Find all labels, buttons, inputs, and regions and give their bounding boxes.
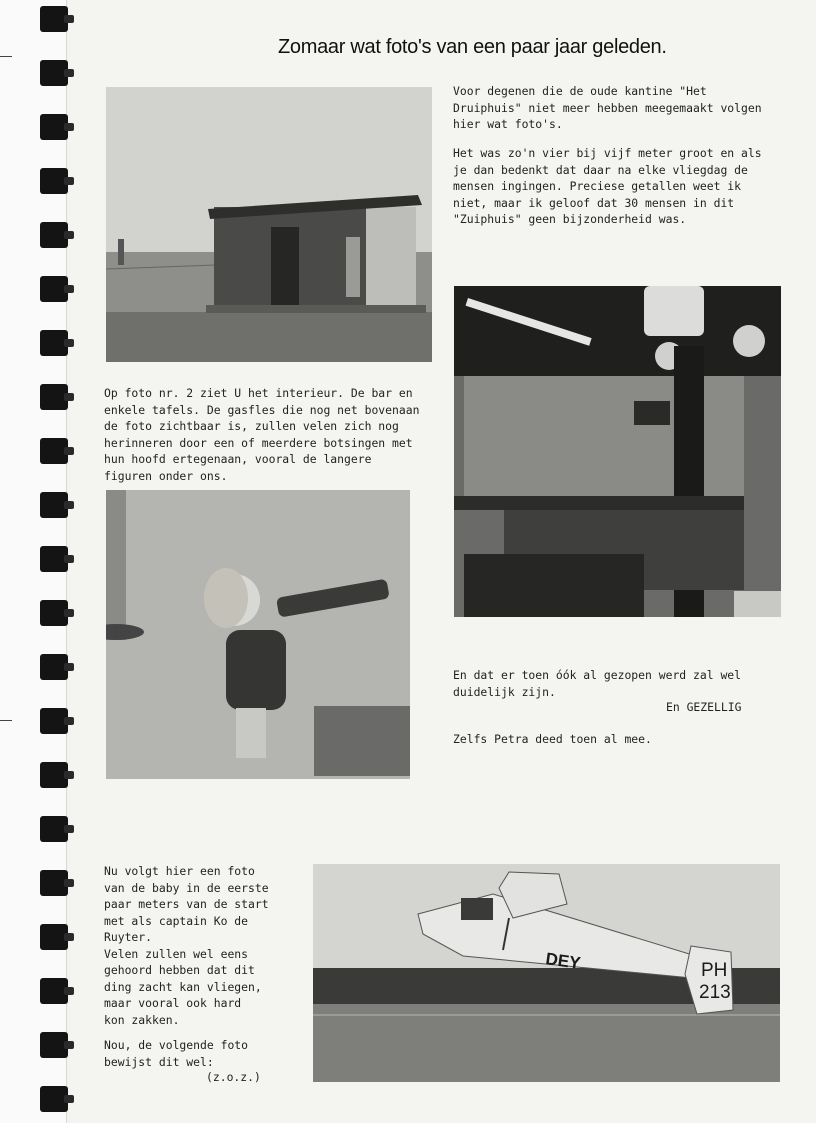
gezellig-line: En GEZELLIG xyxy=(666,700,742,714)
glider-registration-dey: DEY xyxy=(544,949,582,973)
petra-line: Zelfs Petra deed toen al mee. xyxy=(453,732,652,746)
glider-registration-213: 213 xyxy=(699,982,731,1003)
spiral-binding xyxy=(38,0,78,1123)
document-page xyxy=(70,0,816,1123)
drink-paragraph: En dat er toen óók al gezopen werd zal wel duidelijk zijn. xyxy=(453,668,742,699)
page-title: Zomaar wat foto's van een paar jaar geleden. xyxy=(278,36,667,58)
photo-canteen-exterior xyxy=(106,87,432,362)
photo-child-drinking xyxy=(106,490,410,779)
intro-paragraph: Voor degenen die de oude kantine "Het Druiphuis" niet meer hebben meegemaakt volgen hier wat foto's. xyxy=(453,84,762,131)
glider-registration-ph: PH xyxy=(701,960,728,981)
nou-paragraph: Nou, de volgende foto bewijst dit wel: xyxy=(104,1038,249,1069)
baby-paragraph: Nu volgt hier een foto van de baby in de eerste paar meters van de start met als captain Ko de Ruyter. Velen zullen wel eens gehoord hebben dat dit ding zacht kan vliegen, maar vooral ook hard kon zakken. xyxy=(104,864,269,1027)
photo-glider-launch xyxy=(313,864,780,1082)
size-paragraph: Het was zo'n vier bij vijf meter groot en als je dan bedenkt dat daar na elke vliegdag de mensen ingingen. Preciese getallen weet ik niet, maar ik geloof dat 30 mensen in dit "Zuiphuis" geen bijzonderheid was. xyxy=(453,146,762,226)
zoz-note: (z.o.z.) xyxy=(206,1070,261,1084)
photo-canteen-interior xyxy=(454,286,781,617)
interior-paragraph: Op foto nr. 2 ziet U het interieur. De bar en enkele tafels. De gasfles die nog net bovenaan de foto zichtbaar is, zullen velen zich nog herinneren door een of meerdere botsingen met hun hoofd ertegenaan, vooral de langere figuren onder ons. xyxy=(104,386,420,483)
